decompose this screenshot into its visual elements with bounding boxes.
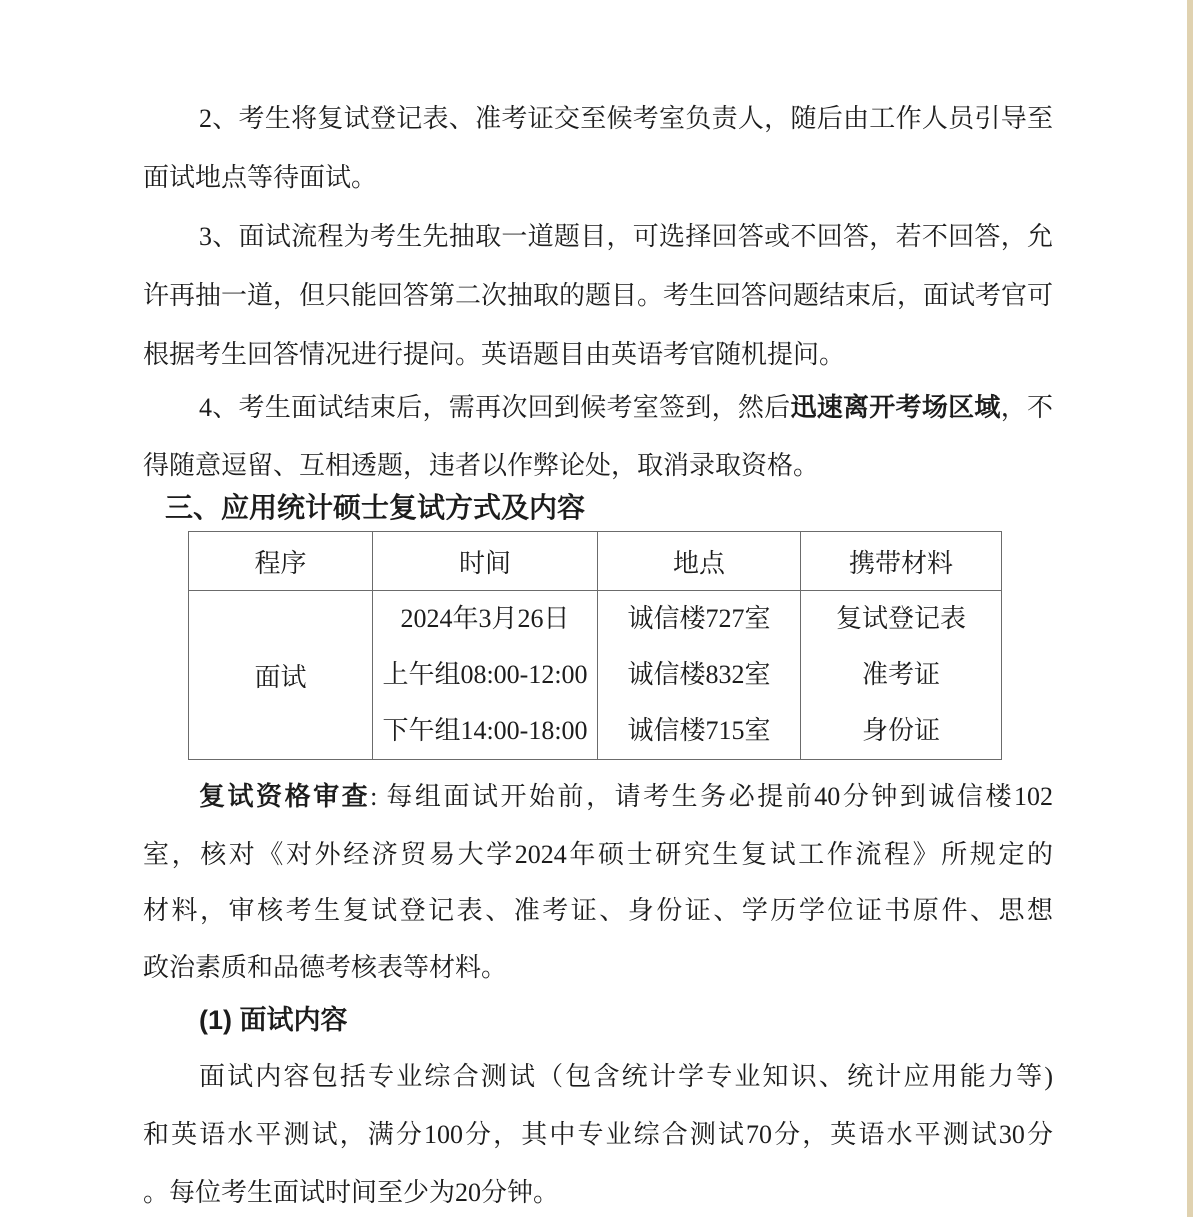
paragraph-line: 。每位考生面试时间至少为20分钟。 [143, 1178, 560, 1207]
paragraph-line: 材料，审核考生复试登记表、准考证、身份证、学历学位证书原件、思想 [143, 896, 1053, 925]
paragraph-line: 得随意逗留、互相透题，违者以作弊论处，取消录取资格。 [143, 451, 820, 480]
section-heading: 三、应用统计硕士复试方式及内容 [165, 492, 586, 523]
table-header-row [189, 532, 1002, 591]
subsection-heading: (1) 面试内容 [199, 1005, 348, 1035]
paragraph-line [143, 390, 1053, 424]
time-line: 上午组08:00-12:00 [382, 660, 588, 689]
time-line: 2024年3月26日 [400, 604, 570, 633]
paragraph-text: : 每组面试开始前，请考生务必提前40分钟到诚信楼102 [370, 782, 1053, 811]
paragraph-line: 根据考生回答情况进行提问。英语题目由英语考官随机提问。 [143, 340, 846, 369]
paragraph-line: 面试地点等待面试。 [143, 163, 378, 192]
cell-time [373, 591, 598, 760]
scan-edge-stripe [1187, 0, 1193, 1217]
paragraph-line: 和英语水平测试，满分100分，其中专业综合测试70分，英语水平测试30分 [143, 1120, 1053, 1149]
paragraph-line: 室，核对《对外经济贸易大学2024年硕士研究生复试工作流程》所规定的 [143, 840, 1053, 869]
paragraph-line: 许再抽一道，但只能回答第二次抽取的题目。考生回答问题结束后，面试考官可 [143, 281, 1054, 310]
cell-procedure: 面试 [189, 591, 373, 760]
paragraph-line: 政治素质和品德考核表等材料。 [143, 953, 508, 982]
location-line: 诚信楼715室 [627, 716, 771, 745]
paragraph-text: 4、考生面试结束后，需再次回到候考室签到，然后 [199, 393, 791, 422]
cell-location [598, 591, 801, 760]
paragraph-line: 3、面试流程为考生先抽取一道题目，可选择回答或不回答，若不回答，允 [199, 222, 1053, 251]
header-materials: 携带材料 [801, 532, 1002, 591]
material-line: 准考证 [861, 660, 940, 689]
location-line: 诚信楼832室 [627, 660, 771, 689]
paragraph-line [143, 779, 1053, 813]
paragraph-text: ，不 [1000, 393, 1053, 422]
table-body-row [189, 591, 1002, 760]
time-line: 下午组14:00-18:00 [382, 716, 588, 745]
emphasis-text: 迅速离开考场区域 [790, 392, 1001, 422]
emphasis-text: 复试资格审查 [199, 781, 371, 811]
location-line: 诚信楼727室 [627, 604, 771, 633]
header-procedure: 程序 [189, 532, 373, 591]
header-location: 地点 [598, 532, 801, 591]
material-line: 身份证 [861, 716, 940, 745]
schedule-table [188, 531, 1002, 760]
cell-materials [801, 591, 1002, 760]
paragraph-line: 面试内容包括专业综合测试（包含统计学专业知识、统计应用能力等) [199, 1062, 1053, 1091]
paragraph-line: 2、考生将复试登记表、准考证交至候考室负责人，随后由工作人员引导至 [199, 104, 1053, 133]
header-time: 时间 [373, 532, 598, 591]
material-line: 复试登记表 [835, 604, 966, 633]
